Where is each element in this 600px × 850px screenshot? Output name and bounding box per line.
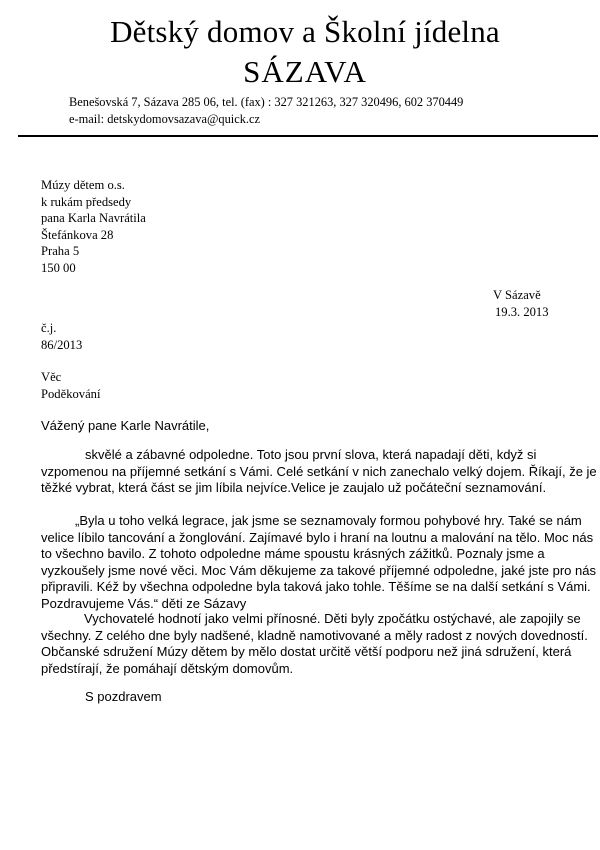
subject-label: Věc — [41, 370, 62, 384]
paragraph-line: skvělé a zábavné odpoledne. Toto jsou první slova, která napadají děti, když si — [85, 447, 537, 462]
place-and-date — [493, 287, 549, 320]
paragraph-line: předstírají, že pomáhají dětským domovům. — [41, 660, 294, 676]
recipient-line: Múzy dětem o.s. — [41, 178, 125, 192]
salutation: Vážený pane Karle Navrátile, — [41, 418, 210, 433]
paragraph-line: vzpomenou na příjemné setkání s Vámi. Celé setkání v nich zanechalo velký dojem. Říkají, že je — [41, 463, 597, 479]
recipient-address — [41, 177, 146, 276]
place: V Sázavě — [493, 288, 541, 302]
institution-name: Dětský domov a Školní jídelna — [110, 14, 500, 49]
reference-label: č.j. — [41, 321, 57, 335]
header-divider — [18, 135, 598, 137]
paragraph-line: vyzkoušely jsme nové věci. Moc Vám děkujeme za takové příjemné odpoledne, jaké jste pro nás — [41, 562, 596, 578]
recipient-line: Praha 5 — [41, 244, 80, 258]
paragraph-line: velice líbilo tancování a žonglování. Zajímavé bylo i hraní na loutnu a malování na tělo. Moc nás — [41, 529, 594, 545]
recipient-line: pana Karla Navrátila — [41, 211, 146, 225]
paragraph-line: připravili. Kéž by všechna odpoledne byla taková jako tohle. Těšíme se na další setkání s Vámi. — [41, 579, 591, 595]
subject-text: Poděkování — [41, 386, 101, 401]
paragraph-line: „Byla u toho velká legrace, jak jsme se seznamovaly formou pohybové hry. Také se nám — [75, 513, 582, 528]
body-paragraph-1 — [41, 447, 597, 497]
body-paragraph-3 — [41, 611, 588, 677]
institution-town: SÁZAVA — [243, 54, 367, 89]
paragraph-line: všechny. Z celého dne byly nadšené, kladně namotivované a měly radost z nových dovedností. — [41, 627, 588, 643]
reference-value: 86/2013 — [41, 337, 83, 352]
contact-address-phones: Benešovská 7, Sázava 285 06, tel. (fax) : 327 321263, 327 320496, 602 370449 — [69, 95, 464, 109]
paragraph-line: Pozdravujeme Vás.“ děti ze Sázavy — [41, 595, 247, 611]
date: 19.3. 2013 — [495, 304, 549, 319]
contact-email: e-mail: detskydomovsazava@quick.cz — [69, 112, 261, 126]
paragraph-line: Občanské sdružení Múzy dětem by mělo dostat určitě větší podporu než jiná sdružení, která — [41, 644, 572, 660]
recipient-line: Štefánkova 28 — [41, 227, 114, 242]
recipient-line: 150 00 — [41, 260, 76, 275]
reference-number — [41, 320, 82, 353]
body-paragraph-2 — [41, 513, 596, 613]
paragraph-line: to všechno bavilo. Z tohoto odpoledne máme spoustu krásných zážitků. Poznaly jsme a — [41, 546, 545, 562]
subject — [41, 369, 100, 402]
closing: S pozdravem — [85, 689, 162, 704]
paragraph-line: Vychovatelé hodnotí jako velmi přínosné. Děti byly zpočátku ostýchavé, ale zapojily se — [84, 611, 581, 626]
recipient-line: k rukám předsedy — [41, 194, 132, 209]
paragraph-line: těžké vybrat, která část se jim líbila nejvíce.Velice je zaujalo už počáteční seznamování. — [41, 480, 547, 496]
